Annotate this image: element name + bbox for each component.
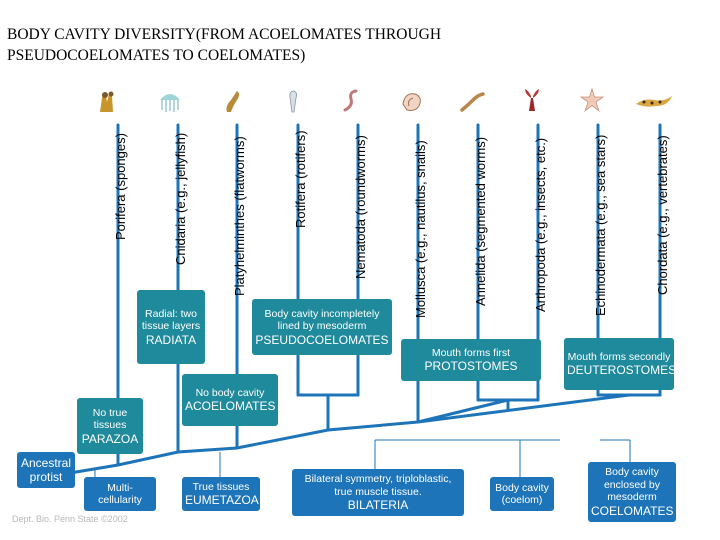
eumetazoa-label: EUMETAZOA (185, 493, 259, 508)
taxon-label-platyhelminthes: Platyhelminthes (flatworms) (232, 136, 247, 296)
protostomes-text: Mouth forms first (431, 346, 511, 359)
roundworm-icon (339, 88, 365, 114)
taxon-label-chordata: Chordata (e.g., vertebrates) (655, 135, 670, 295)
acoelomates-box (182, 374, 278, 426)
credit-text: Dept. Bio. Penn State ©2002 (12, 514, 128, 524)
lobster-icon (519, 86, 545, 112)
parazoa-text: No true tissues (92, 406, 128, 431)
pseudocoelomates-label: PSEUDOCOELOMATES (255, 332, 389, 347)
pseudocoelomates-text: Body cavity incompletely lined by mesoderm (264, 307, 380, 332)
flatworm-icon (219, 88, 245, 114)
bilateria-label: BILATERIA (347, 498, 409, 512)
coelom-text: Body cavity (coelom) (495, 481, 549, 506)
eumetazoa-box (182, 477, 260, 511)
radiata-box (137, 290, 205, 364)
acoelomates-text: No body cavity (195, 386, 265, 399)
coelomates-text: Body cavity enclosed by mesoderm (603, 466, 661, 504)
acoelomates-label: ACOELOMATES (185, 399, 276, 414)
coelom-box (490, 477, 554, 511)
protostomes-box (401, 339, 541, 381)
bilateria-text: Bilateral symmetry, triploblastic, true muscle tissue. (304, 473, 452, 498)
taxon-label-cnidaria: Cnidaria (e.g., jellyfish) (173, 132, 188, 265)
parazoa-box (77, 398, 143, 454)
nautilus-icon (399, 88, 425, 114)
bilateria-box (292, 469, 464, 516)
ancestral-protist-text: Ancestral protist (20, 456, 72, 484)
ancestral-protist-box (17, 452, 75, 488)
multicellularity-box (84, 477, 156, 511)
salamander-icon (634, 88, 674, 114)
rotifer-icon (280, 88, 306, 114)
taxon-label-arthropoda: Arthropoda (e.g., insects, etc.) (533, 137, 548, 312)
coelomates-label: COELOMATES (591, 503, 674, 518)
taxon-label-nematoda: Nematoda (roundworms) (353, 135, 368, 279)
radiata-label: RADIATA (145, 332, 197, 347)
taxon-label-echinodermata: Echinodermata (e.g., sea stars) (593, 134, 608, 316)
coelomates-box (588, 462, 676, 522)
page-title: BODY CAVITY DIVERSITY(FROM ACOELOMATES THROUGH PSEUDOCOELOMATES TO COELOMATES) (7, 26, 442, 64)
deuterostomes-box (564, 338, 677, 390)
protostomes-label: PROTOSTOMES (424, 359, 518, 374)
deuterostomes-text: Mouth forms secondly (567, 350, 671, 363)
taxon-label-annelida: Annelida (segmented worms) (473, 136, 488, 306)
jellyfish-icon (157, 88, 183, 114)
pseudocoelomates-box (252, 299, 392, 355)
taxon-label-rotifera: Rotifera (rotifers) (293, 130, 308, 228)
taxon-label-mollusca: Mollusca (e.g., nautilus, snails) (413, 140, 428, 318)
sponge-icon (94, 88, 120, 114)
deuterostomes-label: DEUTEROSTOMES (567, 363, 677, 378)
multicellularity-text: Multi- cellularity (98, 481, 142, 506)
sea-star-icon (579, 87, 605, 113)
parazoa-label: PARAZOA (81, 431, 139, 446)
segmented-worm-icon (459, 88, 485, 114)
radiata-text: Radial: two tissue layers (141, 307, 201, 332)
taxon-label-porifera: Porifera (sponges) (113, 133, 128, 240)
eumetazoa-text: True tissues (192, 480, 250, 493)
